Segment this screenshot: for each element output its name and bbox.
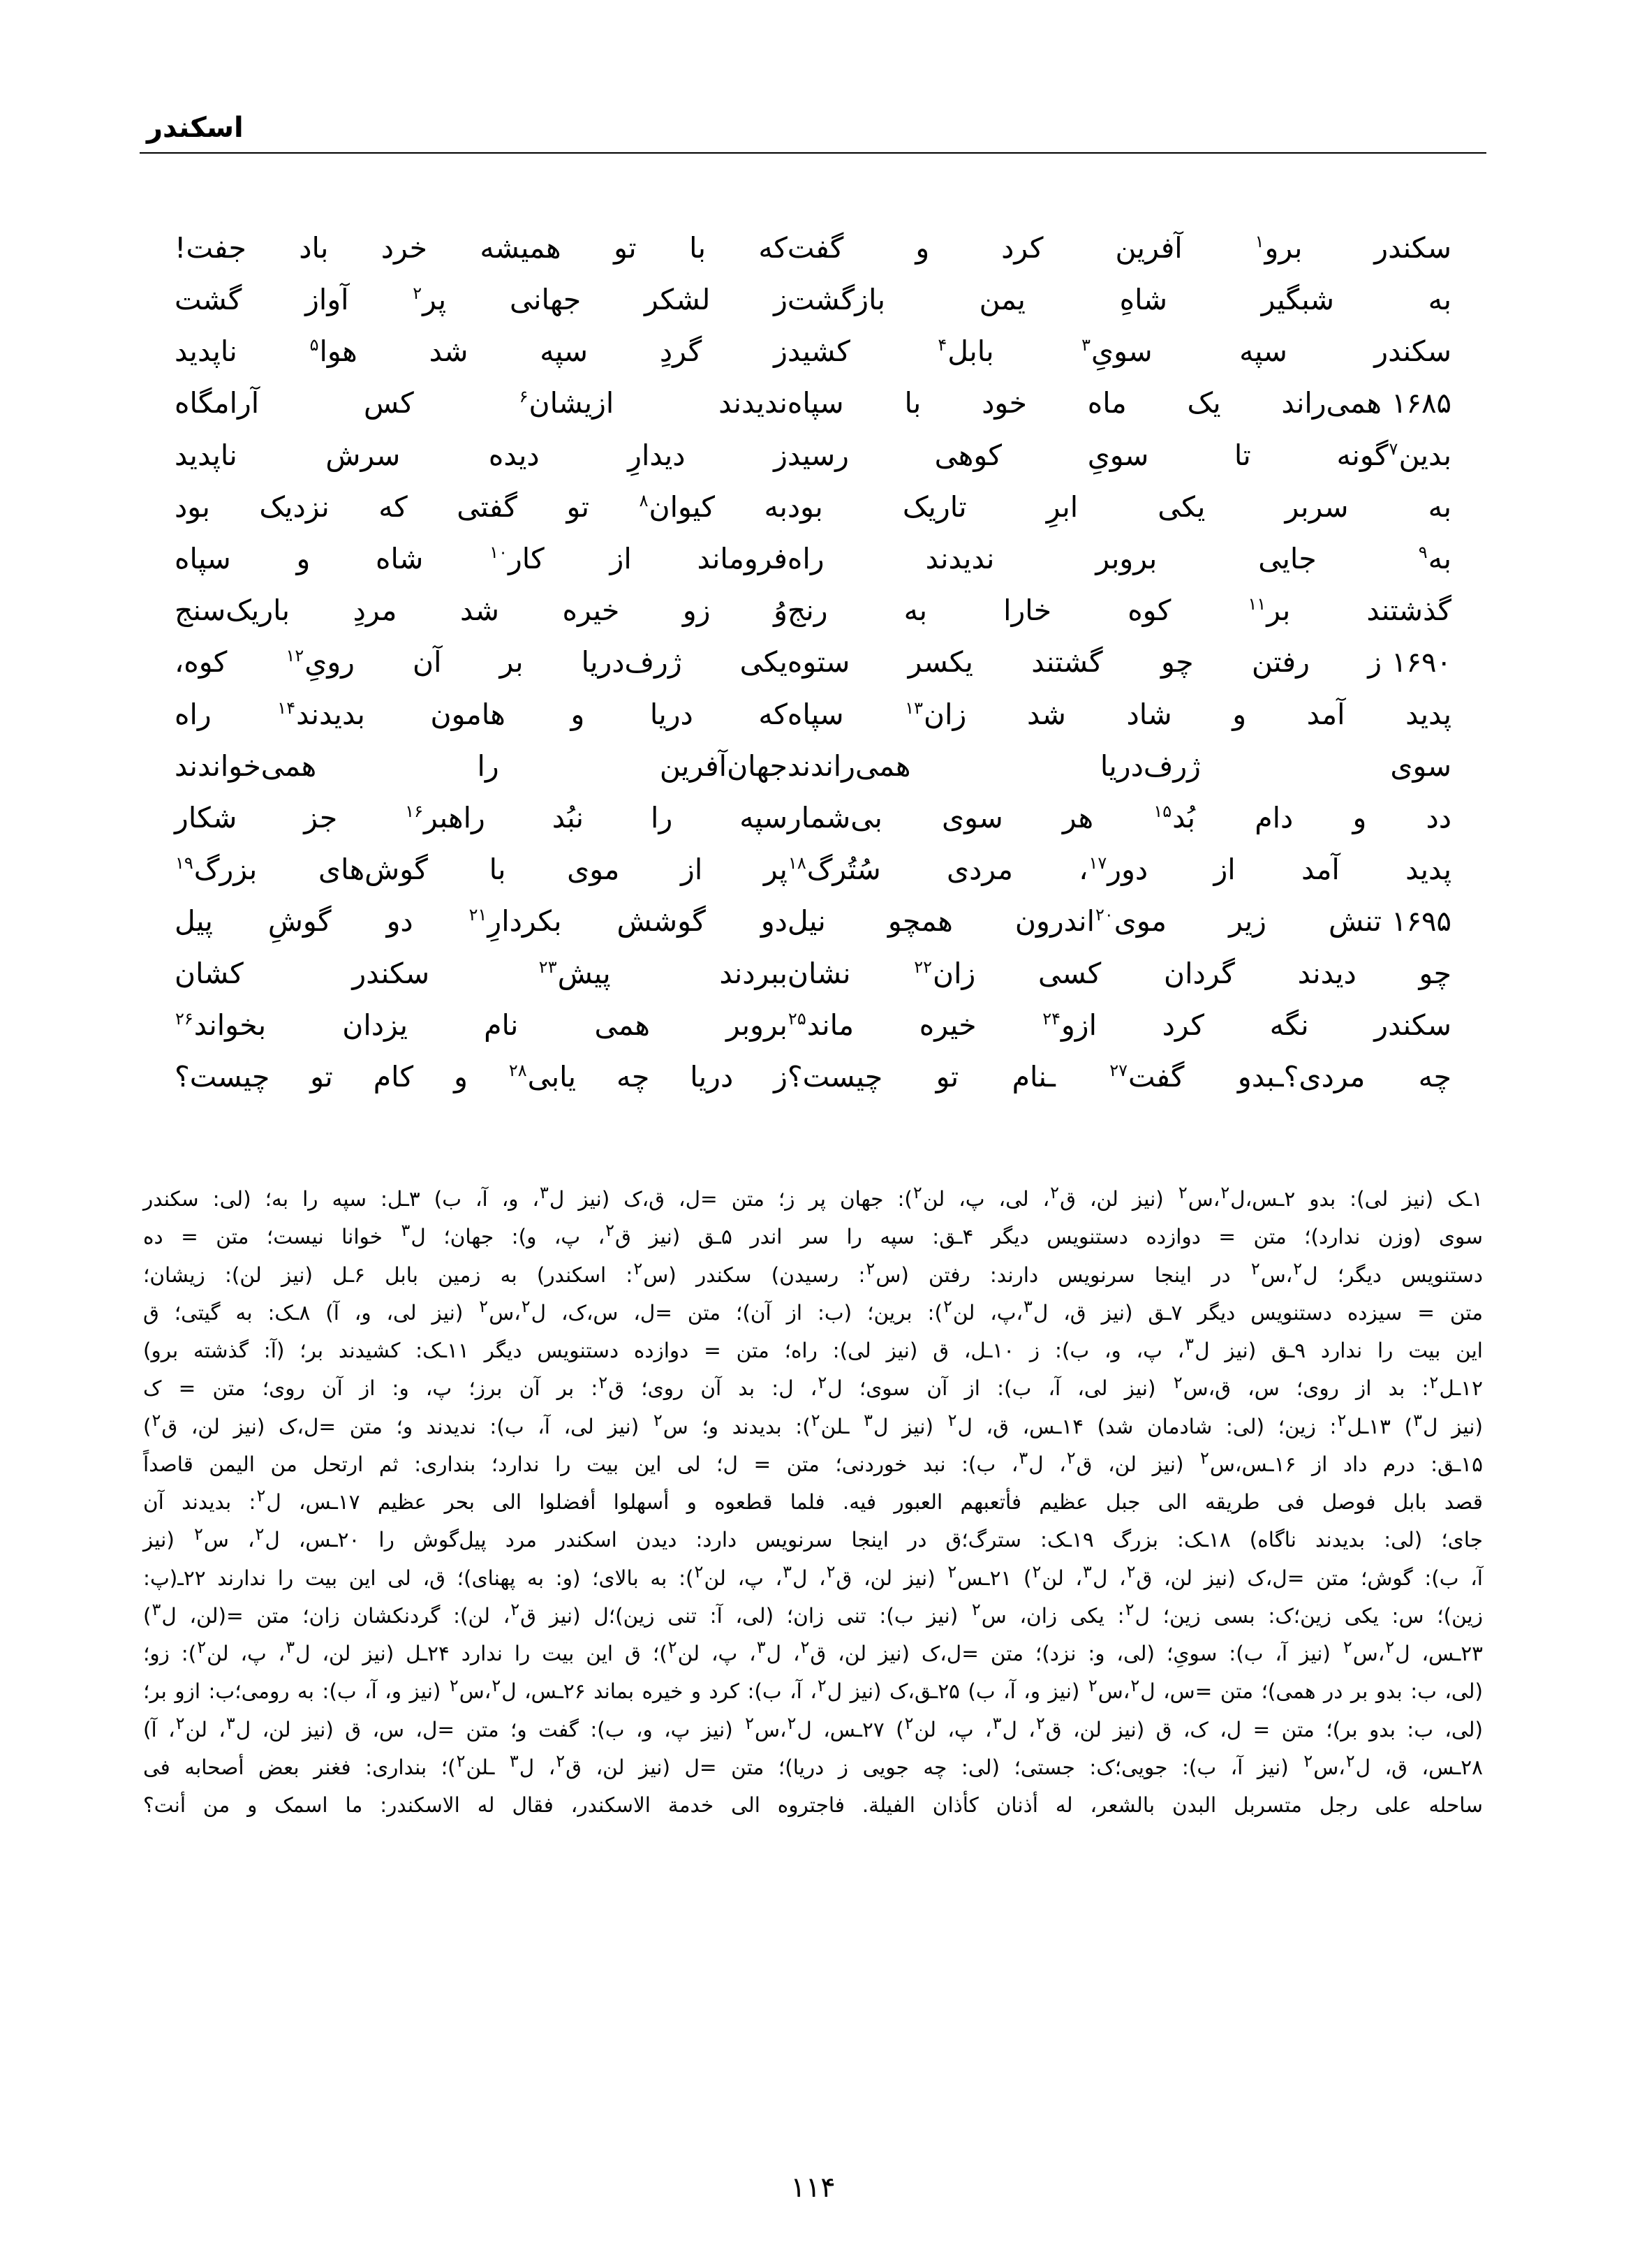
apparatus-line: ۲۸ـس، ق، ل$^۲$،س$^۲$ (نیز آ، ب): جویی؛ک: جستی؛ (لی: چه جویی ز دریا)؛ متن =ل (نیز لن، ق$^۲$، ل$^۳$ ـلن$^۲$)؛ بنداری: فغنر بعض أصحابه فی bbox=[143, 1751, 1483, 1779]
verse-line bbox=[175, 956, 1451, 991]
verse-line bbox=[175, 1008, 1451, 1043]
verse-block bbox=[175, 230, 1451, 1111]
hemistich-first: به شبگیر شاهِ یمن بازگشت bbox=[787, 283, 1451, 317]
verse-number: ۱۶۹۵ bbox=[1391, 905, 1452, 938]
hemistich-second: ببردند پیش$^{۲۳}$ سکندر کشان bbox=[175, 956, 788, 990]
hemistich-second: وُ زو خیره شد مردِ باریک‌سنج bbox=[175, 593, 788, 627]
verse-line bbox=[175, 697, 1451, 732]
hemistich-first: ۱۶۸۵همی‌راند یک ماه خود با سپاه bbox=[787, 386, 1451, 420]
hemistich-second: پر از موی با گوش‌های بزرگ$^{۱۹}$ bbox=[175, 852, 788, 886]
hemistich-first: سکندر نگه کرد ازو$^{۲۴}$ خیره ماند$^{۲۵}$ bbox=[788, 1008, 1451, 1042]
apparatus-criticus bbox=[143, 1180, 1483, 1825]
folio-number: ۱۱۴ bbox=[790, 2172, 836, 2204]
hemistich-first: به$^۹$ جایی بروبر ندیدند راه bbox=[787, 541, 1451, 575]
verse-line bbox=[175, 1059, 1451, 1094]
hemistich-first: پدید آمد از دور$^{۱۷}$، مردی سُتُرگ$^{۱۸}$ bbox=[788, 852, 1451, 886]
hemistich-first: بدین$^۷$گونه تا سویِ کوهی رسید bbox=[787, 438, 1451, 472]
verse-line bbox=[175, 282, 1451, 317]
hemistich-second: بروبر همی نام یزدان بخواند$^{۲۶}$ bbox=[175, 1008, 788, 1042]
verse-line bbox=[175, 489, 1451, 524]
hemistich-first: سکندر سپه سویِ$^۳$ بابل$^۴$ کشید bbox=[787, 334, 1451, 369]
apparatus-line: ساحله علی رجل متسربل البدن بالشعر، له أذنان کأذان الفیلة. فاجتروه الی خدمة الاسکندر، فقال له الاسکندر: ما اسمک و من أنت؟ bbox=[143, 1793, 1483, 1818]
hemistich-first: پدید آمد و شاد شد زان$^{۱۳}$ سپاه bbox=[787, 697, 1451, 731]
hemistich-second: فروماند از کار$^{۱۰}$ شاه و سپاه bbox=[175, 541, 788, 575]
hemistich-second: به کیوان$^۸$ تو گفتی که نزدیک بود bbox=[175, 489, 788, 524]
verse-number: ۱۶۸۵ bbox=[1391, 388, 1451, 420]
apparatus-line: این بیت را ندارد ۹ـق (نیز ل$^۳$، پ، و، ب): ز ۱۰ـل، ق (نیز لی): راه؛ متن = دوازده دستنویس دیگر ۱۱ـک: کشیدند بر؛ (آ: گذشته برو) bbox=[143, 1334, 1483, 1363]
hemistich-second: سپه را نبُد راهبر$^{۱۶}$ جز شکار bbox=[175, 800, 788, 834]
hemistich-second: جهان‌آفرین را همی‌خواندند bbox=[175, 749, 788, 783]
verse-line bbox=[175, 852, 1451, 887]
verse-line bbox=[175, 438, 1451, 473]
running-head: اسکندر bbox=[147, 112, 244, 144]
hemistich-first: ۱۶۹۰ز رفتن چو گشتند یکسر ستوه bbox=[787, 645, 1451, 679]
verse-line bbox=[175, 800, 1451, 835]
apparatus-line: (نیز ل$^۳$) ۱۳ـل$^۲$: زین؛ (لی: شادمان شد) ۱۴ـس، ق، ل$^۲$ (نیز ل$^۳$ ـلن$^۲$): بدیدند و؛ س$^۲$ (نیز لی، آ، ب): ندیدند و؛ متن =ل،ک (نیز لن، ق$^۲$) bbox=[143, 1410, 1483, 1438]
header-rule bbox=[140, 152, 1486, 154]
apparatus-line: ۱ـک (نیز لی): بدو ۲ـس،ل$^۲$،س$^۲$ (نیز لن، ق$^۲$، لی، پ، لن$^۲$): جهان پر ز؛ متن =ل، ق،ک (نیز ل$^۳$، و، آ، ب) ۳ـل: سپه را به؛ (لی: سکندر bbox=[143, 1183, 1483, 1211]
verse-line bbox=[175, 904, 1451, 939]
apparatus-line: ۱۵ـق: درم داد از ۱۶ـس،س$^۲$ (نیز لن، ق$^۲$، ل$^۳$، ب): نبد خوردنی؛ متن = ل؛ لی این بیت را ندارد؛ بنداری: ثم ارتحل من الیمن قاصداً bbox=[143, 1448, 1483, 1476]
apparatus-line: جای؛ (لی: بدیدند ناگاه) ۱۸ـک: بزرگ ۱۹ـک: سترگ؛ق در اینجا سرنویس دارد: دیدن اسکندر مرد پیل‌گوش را ۲۰ـس، ل$^۲$، س$^۲$ (نیز bbox=[143, 1524, 1483, 1552]
hemistich-first: چه مردی؟ـبدو گفت$^{۲۷}$ ـنام تو چیست؟ bbox=[787, 1059, 1451, 1094]
hemistich-second: ز دریا چه یابی$^{۲۸}$ و کام تو چیست؟ bbox=[175, 1059, 788, 1094]
hemistich-second: ز گردِ سپه شد هوا$^۵$ ناپدید bbox=[175, 334, 788, 369]
hemistich-first: به سربر یکی ابرِ تاریک بود bbox=[787, 489, 1451, 524]
hemistich-first: سکندر برو$^۱$ آفرین کرد و گفت bbox=[787, 231, 1451, 265]
verse-number: ۱۶۹۰ bbox=[1391, 646, 1451, 679]
verse-line bbox=[175, 541, 1451, 576]
verse-line bbox=[175, 749, 1451, 783]
apparatus-line: آ، ب): گوش؛ متن =ل،ک (نیز لن، ق$^۲$، ل$^۳$، لن$^۲$) ۲۱ـس$^۲$ (نیز لن، ق$^۲$، ل$^۳$، پ، لن$^۲$): به بالای؛ (و: به پهنای)؛ ق، لی این بیت را ندارند ۲۲ـ(پ: bbox=[143, 1561, 1483, 1590]
hemistich-first: سوی ژرف‌دریا همی‌راندند bbox=[787, 749, 1451, 783]
verse-line bbox=[175, 385, 1451, 421]
hemistich-second: ز لشکر جهانی پر$^۲$ آواز گشت bbox=[175, 283, 788, 317]
verse-line bbox=[175, 334, 1451, 369]
apparatus-line: قصد بابل فوصل فی طریقه الی جبل عظیم فأتعبهم العبور فیه. فلما قطعوه و أسهلوا أفضلوا الی بحر عظیم ۱۷ـس، ل$^۲$: بدیدند آن bbox=[143, 1486, 1483, 1515]
hemistich-first: گذشتند بر$^{۱۱}$ کوه خارا به رنج bbox=[787, 593, 1451, 627]
hemistich-second: که دریا و هامون بدیدند$^{۱۴}$ راه bbox=[175, 697, 788, 731]
apparatus-line: (لی، ب: بدو بر)؛ متن = ل، ک، ق (نیز لن، ق$^۲$، ل$^۳$، پ، لن$^۲$) ۲۷ـس، ل$^۲$،س$^۲$ (نیز پ، و، ب): گفت و؛ متن =ل، س، ق (نیز لن، ل$^۳$، لن$^۲$، آ) bbox=[143, 1713, 1483, 1742]
apparatus-line: متن = سیزده دستنویس دیگر ۷ـق (نیز ق، ل$^۳$،پ، لن$^۲$): برین؛ (ب: از آن)؛ متن =ل، س،ک، ل$^۲$،س$^۲$ (نیز لی، و، آ) ۸ـک: به گیتی؛ ق bbox=[143, 1296, 1484, 1325]
apparatus-line: سوی (وزن ندارد)؛ متن = دوازده دستنویس دیگر ۴ـق: سپه را سر اندر ۵ـق (نیز ق$^۲$، پ، و): جهان؛ ل$^۳$ خوانا نیست؛ متن = ده bbox=[143, 1221, 1483, 1249]
page-header bbox=[140, 112, 1486, 189]
hemistich-second: دو گوشش بکردارِ$^{۲۱}$ دو گوشِ پیل bbox=[175, 904, 788, 938]
verse-line bbox=[175, 645, 1451, 680]
hemistich-first: دد و دام بُد$^{۱۵}$ هر سوی بی‌شمار bbox=[787, 800, 1451, 834]
apparatus-line: زین)؛ س: یکی زین؛ک: بسی زین؛ ل$^۲$: یکی زان، س$^۲$ (نیز ب): تنی زان؛ (لی، آ: تنی زین)؛ل (نیز ق$^۲$، لن): گردنکشان زان؛ متن =(لن، ل$^۳$) bbox=[143, 1600, 1483, 1628]
hemistich-second: ز دیدارِ دیده سرش ناپدید bbox=[175, 438, 788, 472]
hemistich-second: یکی ژرف‌دریا بر آن رویِ$^{۱۲}$ کوه، bbox=[175, 645, 788, 679]
verse-line bbox=[175, 593, 1451, 628]
apparatus-line: ۲۳ـس، ل$^۲$،س$^۲$ (نیز آ، ب): سویِ؛ (لی، و: نزد)؛ متن =ل،ک (نیز لن، ق$^۲$، ل$^۳$، پ، لن$^۲$)؛ ق این بیت را ندارد ۲۴ـل (نیز لن، ل$^۳$، پ، لن$^۲$): زو؛ bbox=[143, 1637, 1484, 1666]
apparatus-line: دستنویس دیگر؛ ل$^۲$،س$^۲$ در اینجا سرنویس دارند: رفتن (س$^۲$: رسیدن) سکندر (س$^۲$: اسکندر) به زمین بابل ۶ـل (نیز لن): زیشان؛ bbox=[143, 1258, 1483, 1287]
verse-line bbox=[175, 230, 1451, 265]
hemistich-first: چو دیدند گردان کسی زان$^{۲۲}$ نشان bbox=[787, 956, 1451, 990]
hemistich-second: که با تو همیشه خرد باد جفت! bbox=[175, 231, 788, 265]
apparatus-line: (لی، ب: بدو بر در همی)؛ متن =س، ل$^۲$،س$^۲$ (نیز و، آ، ب) ۲۵ـق،ک (نیز ل$^۲$، آ، ب): کرد و خیره بماند ۲۶ـس، ل$^۲$،س$^۲$ (نیز و، آ، ب): به رومی؛ب: ازو بر؛ bbox=[143, 1675, 1484, 1704]
apparatus-line: ۱۲ـل$^۲$: بد از روی؛ س، ق،س$^۲$ (نیز لی، آ، ب): از آن سوی؛ ل$^۲$، ل: بد آن روی؛ ق$^۲$: بر آن برز؛ پ، و: از آن روی؛ متن = ک bbox=[143, 1372, 1483, 1401]
hemistich-second: ندیدند ازیشان$^۶$ کس آرامگاه bbox=[175, 386, 788, 420]
hemistich-first: ۱۶۹۵تنش زیر موی$^{۲۰}$اندرون همچو نیل bbox=[787, 904, 1452, 938]
